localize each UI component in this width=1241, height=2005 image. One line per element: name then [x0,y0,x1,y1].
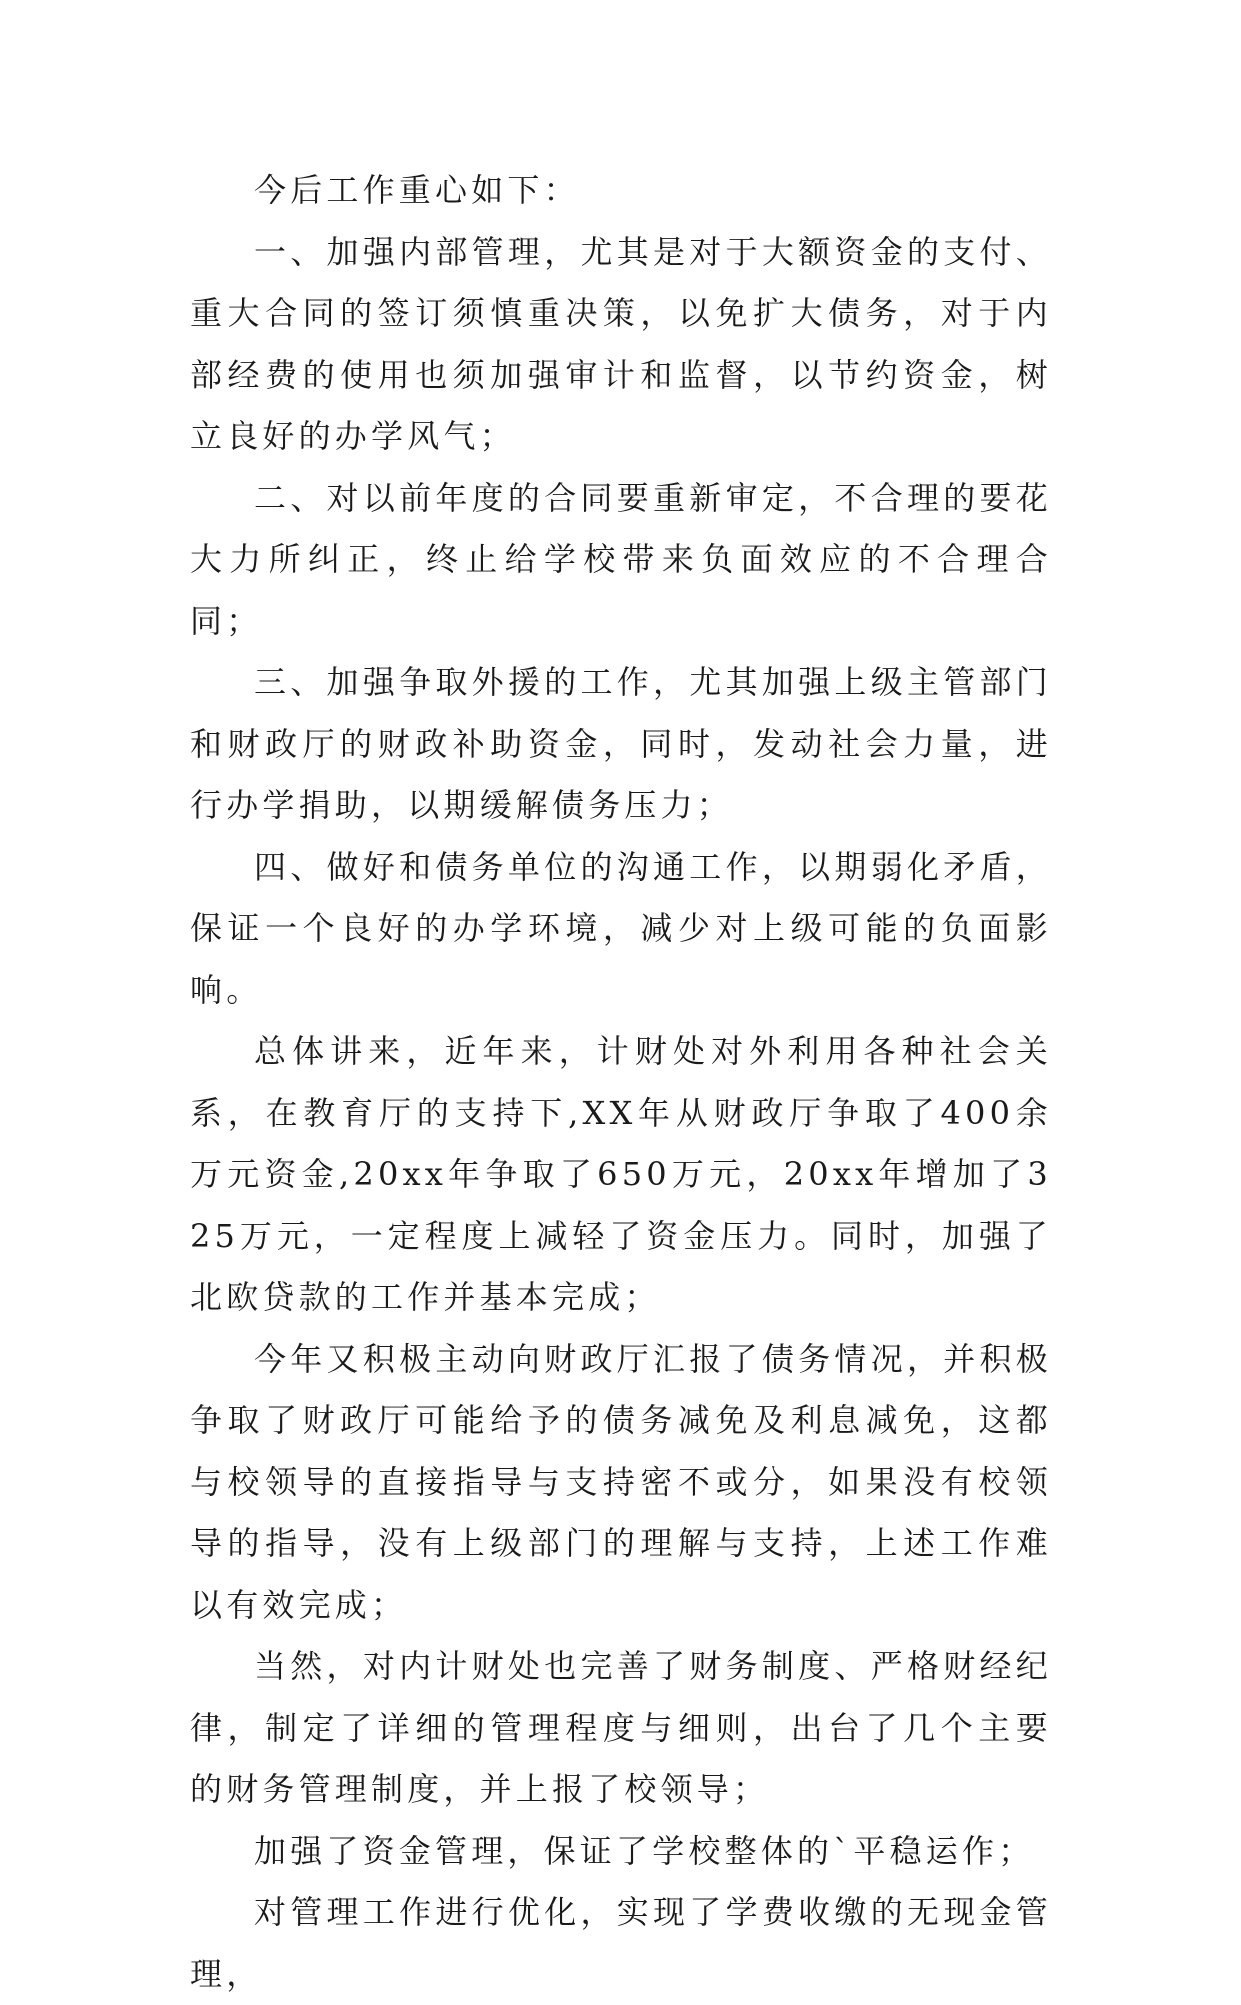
paragraph-financial-system: 当然，对内计财处也完善了财务制度、严格财经纪律，制定了详细的管理程度与细则，出台了几个主要的财务管理制度，并上报了校领导； [190,1647,1052,1808]
paragraph-debt-communication: 四、做好和债务单位的沟通工作，以期弱化矛盾，保证一个良好的办学环境，减少对上级可能的负面影响。 [190,847,1052,1009]
paragraph-contract-review: 二、对以前年度的合同要重新审定，不合理的要花大力所纠正，终止给学校带来负面效应的不合理合同； [190,478,1052,640]
paragraph-debt-report: 今年又积极主动向财政厅汇报了债务情况，并积极争取了财政厅可能给予的债务减免及利息减免，这都与校领导的直接指导与支持密不或分，如果没有校领导的指导，没有上级部门的理解与支持，上述工作难以有效完成； [190,1339,1052,1624]
document-body [190,160,1052,2005]
paragraph-management-optimization: 对管理工作进行优化，实现了学费收缴的无现金管理， [190,1893,1052,1993]
paragraph-external-aid: 三、加强争取外援的工作，尤其加强上级主管部门和财政厅的财政补助资金，同时，发动社会力量，进行办学捐助，以期缓解债务压力； [190,663,1052,824]
paragraph-summary: 总体讲来，近年来，计财处对外利用各种社会关系，在教育厅的支持下,XX年从财政厅争取了400余万元资金,20xx年争取了650万元，20xx年增加了325万元，一定程度上减轻了资金压力。同时，加强了北欧贷款的工作并基本完成； [190,1032,1052,1316]
paragraph-internal-management: 一、加强内部管理，尤其是对于大额资金的支付、重大合同的签订须慎重决策，以免扩大债务，对于内部经费的使用也须加强审计和监督，以节约资金，树立良好的办学风气； [190,232,1052,455]
paragraph-fund-management: 加强了资金管理，保证了学校整体的`平稳运作； [254,1831,1035,1870]
paragraph-work-focus-heading: 今后工作重心如下： [254,171,580,209]
